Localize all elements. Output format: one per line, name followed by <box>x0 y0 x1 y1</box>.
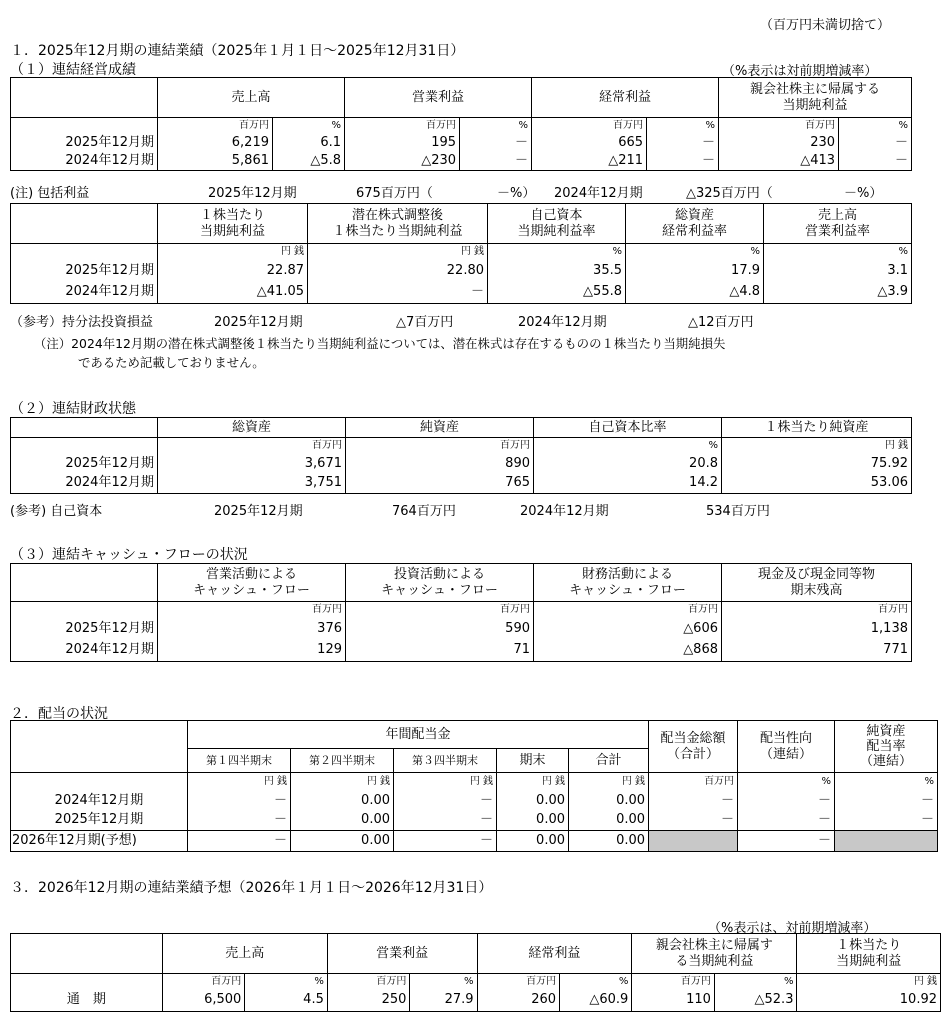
subsection-cash-flow: （３）連結キャッシュ・フローの状況 <box>10 547 248 563</box>
operating-results-table <box>10 77 912 171</box>
header-sales: 売上高 <box>162 934 327 974</box>
cell: 6.1 <box>273 134 345 152</box>
cell: △41.05 <box>158 282 308 304</box>
header-total: 合計 <box>569 749 649 773</box>
cell: △211 <box>532 152 647 171</box>
cell: 771 <box>722 640 912 662</box>
cell: 0.00 <box>291 831 394 852</box>
cell: － <box>460 152 532 171</box>
header-diluted-eps: 潜在株式調整後 １株当たり当期純利益 <box>308 204 488 244</box>
shaded-cell <box>835 831 938 852</box>
cell: － <box>647 134 719 152</box>
unit: % <box>835 773 938 791</box>
period-label: 2025年12月期 <box>11 134 158 152</box>
unit: 円 銭 <box>497 773 569 791</box>
header-operating-margin: 売上高 営業利益率 <box>764 204 912 244</box>
corner-cell <box>11 564 158 602</box>
cell: － <box>460 134 532 152</box>
cell: 3,671 <box>158 454 346 474</box>
cell: △5.8 <box>273 152 345 171</box>
cell: － <box>647 152 719 171</box>
period-label: 2025年12月期 <box>11 618 158 640</box>
ci-value-2: △325百万円（ <box>686 186 773 201</box>
unit: 百万円 <box>534 602 722 618</box>
unit: 百万円 <box>327 974 410 990</box>
unit: % <box>488 244 626 260</box>
period-label: 2024年12月期 <box>11 474 158 494</box>
equity-ref-label: (参考) 自己資本 <box>10 504 103 519</box>
cell: 20.8 <box>534 454 722 474</box>
unit: 百万円 <box>477 974 560 990</box>
header-operating-profit: 営業利益 <box>345 78 532 118</box>
cell: － <box>839 152 912 171</box>
per-share-table <box>10 203 912 304</box>
corner-cell <box>11 721 188 749</box>
section-3-title: ３．2026年12月期の連結業績予想（2026年１月１日～2026年12月31日） <box>10 880 493 896</box>
unit: 円 銭 <box>797 974 941 990</box>
em-period-2: 2024年12月期 <box>518 315 607 330</box>
cell: 110 <box>632 990 715 1012</box>
header-doe: 純資産 配当率 （連結） <box>835 721 938 773</box>
cell: 890 <box>346 454 534 474</box>
em-period-1: 2025年12月期 <box>214 315 303 330</box>
table-row <box>11 282 912 304</box>
period-label: 2024年12月期 <box>11 791 188 811</box>
cell: － <box>649 791 738 811</box>
period-label: 2025年12月期 <box>11 454 158 474</box>
header-net-profit: 親会社株主に帰属する 当期純利益 <box>719 78 912 118</box>
table-row <box>11 152 912 171</box>
corner-cell <box>11 78 158 118</box>
eq-period-1: 2025年12月期 <box>214 504 303 519</box>
table-row <box>11 811 938 831</box>
unit: 百万円 <box>158 438 346 454</box>
cell: 35.5 <box>488 260 626 282</box>
table-row <box>11 990 941 1012</box>
cell: 71 <box>346 640 534 662</box>
header-net-profit: 親会社株主に帰属す る当期純利益 <box>632 934 797 974</box>
subsection-financial-position: （２）連結財政状態 <box>10 401 136 417</box>
table-row <box>11 474 912 494</box>
dividend-table <box>10 720 938 852</box>
forecast-table <box>10 933 941 1012</box>
header-ordinary-profit: 経常利益 <box>477 934 632 974</box>
ci-period-2: 2024年12月期 <box>554 186 643 201</box>
unit: 百万円 <box>346 602 534 618</box>
ci-value-1: 675百万円（ <box>356 186 433 201</box>
cell: 195 <box>345 134 460 152</box>
table-row <box>11 134 912 152</box>
cell: － <box>835 811 938 831</box>
header-net-assets: 純資産 <box>346 418 534 438</box>
em-value-1: △7百万円 <box>396 315 454 330</box>
corner-cell <box>11 749 188 773</box>
em-value-2: △12百万円 <box>688 315 754 330</box>
cell: 4.5 <box>245 990 328 1012</box>
unit: % <box>560 974 632 990</box>
unit: % <box>839 118 912 134</box>
unit: % <box>764 244 912 260</box>
cell: 5,861 <box>158 152 273 171</box>
cell: － <box>188 811 291 831</box>
unit: 百万円 <box>162 974 245 990</box>
cell: 250 <box>327 990 410 1012</box>
ci-rate-2: －%） <box>844 186 883 201</box>
table-row <box>11 454 912 474</box>
header-total-dividend: 配当金総額 （合計） <box>649 721 738 773</box>
unit: 円 銭 <box>722 438 912 454</box>
unit: 円 銭 <box>188 773 291 791</box>
section-2-title: ２．配当の状況 <box>10 706 108 722</box>
unit: 百万円 <box>532 118 647 134</box>
cell: － <box>835 791 938 811</box>
unit: 百万円 <box>346 438 534 454</box>
cell: △413 <box>719 152 839 171</box>
eq-value-2: 534百万円 <box>706 504 770 519</box>
unit: 円 銭 <box>308 244 488 260</box>
cell: △4.8 <box>626 282 764 304</box>
table-row <box>11 618 912 640</box>
header-year-end: 期末 <box>497 749 569 773</box>
header-investing-cf: 投資活動による キャッシュ・フロー <box>346 564 534 602</box>
unit: 百万円 <box>158 118 273 134</box>
cell: △55.8 <box>488 282 626 304</box>
cell: 0.00 <box>569 831 649 852</box>
cell: 665 <box>532 134 647 152</box>
cell: △606 <box>534 618 722 640</box>
cell: － <box>839 134 912 152</box>
cell: 0.00 <box>291 811 394 831</box>
header-cash-end: 現金及び現金同等物 期末残高 <box>722 564 912 602</box>
cell: 260 <box>477 990 560 1012</box>
period-label: 2025年12月期 <box>11 811 188 831</box>
cell: △3.9 <box>764 282 912 304</box>
cell: 1,138 <box>722 618 912 640</box>
cell: － <box>394 791 497 811</box>
header-eps: １株当たり 当期純利益 <box>797 934 941 974</box>
header-roe: 自己資本 当期純利益率 <box>488 204 626 244</box>
unit: 百万円 <box>719 118 839 134</box>
header-eps: １株当たり 当期純利益 <box>158 204 308 244</box>
header-roa: 総資産 経常利益率 <box>626 204 764 244</box>
forecast-pct-note: （%表示は、対前期増減率） <box>708 921 877 936</box>
cell: 53.06 <box>722 474 912 494</box>
cell: － <box>738 811 835 831</box>
pct-note: （%表示は対前期増減率） <box>722 64 878 79</box>
unit: 百万円 <box>158 602 346 618</box>
unit: 百万円 <box>722 602 912 618</box>
cell: 22.80 <box>308 260 488 282</box>
eq-value-1: 764百万円 <box>392 504 456 519</box>
cell: 0.00 <box>497 831 569 852</box>
unit: 円 銭 <box>158 244 308 260</box>
section-1-title: １．2025年12月期の連結業績（2025年１月１日～2025年12月31日） <box>10 43 465 59</box>
unit: 百万円 <box>345 118 460 134</box>
corner-cell <box>11 204 158 244</box>
header-equity-ratio: 自己資本比率 <box>534 418 722 438</box>
header-q1: 第１四半期末 <box>188 749 291 773</box>
table-row <box>11 831 938 852</box>
cell: － <box>188 791 291 811</box>
unit: % <box>626 244 764 260</box>
cell: 0.00 <box>569 811 649 831</box>
subsection-operating-results: （１）連結経営成績 <box>10 62 136 78</box>
cell: 230 <box>719 134 839 152</box>
cell: 129 <box>158 640 346 662</box>
table-row <box>11 791 938 811</box>
period-label: 2024年12月期 <box>11 640 158 662</box>
header-financing-cf: 財務活動による キャッシュ・フロー <box>534 564 722 602</box>
table-row <box>11 640 912 662</box>
header-total-assets: 総資産 <box>158 418 346 438</box>
cell: － <box>649 811 738 831</box>
unit: 円 銭 <box>394 773 497 791</box>
corner-cell <box>11 418 158 438</box>
cell: △60.9 <box>560 990 632 1012</box>
period-label: 2026年12月期(予想) <box>11 831 188 852</box>
cell: 75.92 <box>722 454 912 474</box>
note-diluted-eps-line1: （注）2024年12月期の潜在株式調整後１株当たり当期純利益については、潜在株式は存在するものの１株当たり当期純損失 <box>34 336 726 351</box>
cell: 0.00 <box>291 791 394 811</box>
period-label: 2025年12月期 <box>11 260 158 282</box>
header-operating-cf: 営業活動による キャッシュ・フロー <box>158 564 346 602</box>
cell: 0.00 <box>569 791 649 811</box>
unit: % <box>460 118 532 134</box>
cell: 27.9 <box>410 990 477 1012</box>
table-row <box>11 260 912 282</box>
unit: 百万円 <box>649 773 738 791</box>
cell: 17.9 <box>626 260 764 282</box>
unit: 百万円 <box>632 974 715 990</box>
unit: % <box>738 773 835 791</box>
cell: 0.00 <box>497 791 569 811</box>
cell: 590 <box>346 618 534 640</box>
header-sales: 売上高 <box>158 78 345 118</box>
cell: － <box>308 282 488 304</box>
unit: 円 銭 <box>291 773 394 791</box>
cell: △868 <box>534 640 722 662</box>
ci-period-1: 2025年12月期 <box>208 186 297 201</box>
unit: % <box>245 974 328 990</box>
unit: % <box>714 974 797 990</box>
unit: % <box>647 118 719 134</box>
header-annual-dividend: 年間配当金 <box>188 721 649 749</box>
unit: % <box>410 974 477 990</box>
cell: 22.87 <box>158 260 308 282</box>
header-bps: １株当たり純資産 <box>722 418 912 438</box>
cell: － <box>394 831 497 852</box>
cell: 765 <box>346 474 534 494</box>
cell: 6,219 <box>158 134 273 152</box>
cell: － <box>738 791 835 811</box>
ci-rate-1: －%） <box>497 186 536 201</box>
header-q2: 第２四半期末 <box>291 749 394 773</box>
shaded-cell <box>649 831 738 852</box>
header-payout-ratio: 配当性向 （連結） <box>738 721 835 773</box>
unit-note: （百万円未満切捨て） <box>760 18 891 33</box>
cell: － <box>738 831 835 852</box>
corner-cell <box>11 934 163 974</box>
unit: % <box>273 118 345 134</box>
cell: 6,500 <box>162 990 245 1012</box>
cell: 10.92 <box>797 990 941 1012</box>
cell: 376 <box>158 618 346 640</box>
cell: － <box>394 811 497 831</box>
cash-flow-table <box>10 563 912 662</box>
header-q3: 第３四半期末 <box>394 749 497 773</box>
period-label: 通 期 <box>11 990 163 1012</box>
eq-period-2: 2024年12月期 <box>520 504 609 519</box>
unit: 円 銭 <box>569 773 649 791</box>
header-operating-profit: 営業利益 <box>327 934 477 974</box>
header-ordinary-profit: 経常利益 <box>532 78 719 118</box>
cell: △52.3 <box>714 990 797 1012</box>
period-label: 2024年12月期 <box>11 282 158 304</box>
equity-method-label: （参考）持分法投資損益 <box>10 315 154 330</box>
cell: － <box>188 831 291 852</box>
cell: △230 <box>345 152 460 171</box>
cell: 0.00 <box>497 811 569 831</box>
cell: 14.2 <box>534 474 722 494</box>
unit: % <box>534 438 722 454</box>
cell: 3,751 <box>158 474 346 494</box>
comprehensive-income-label: (注) 包括利益 <box>10 186 90 201</box>
note-diluted-eps-line2: であるため記載しておりません。 <box>78 355 265 370</box>
cell: 3.1 <box>764 260 912 282</box>
period-label: 2024年12月期 <box>11 152 158 171</box>
financial-position-table <box>10 417 912 494</box>
